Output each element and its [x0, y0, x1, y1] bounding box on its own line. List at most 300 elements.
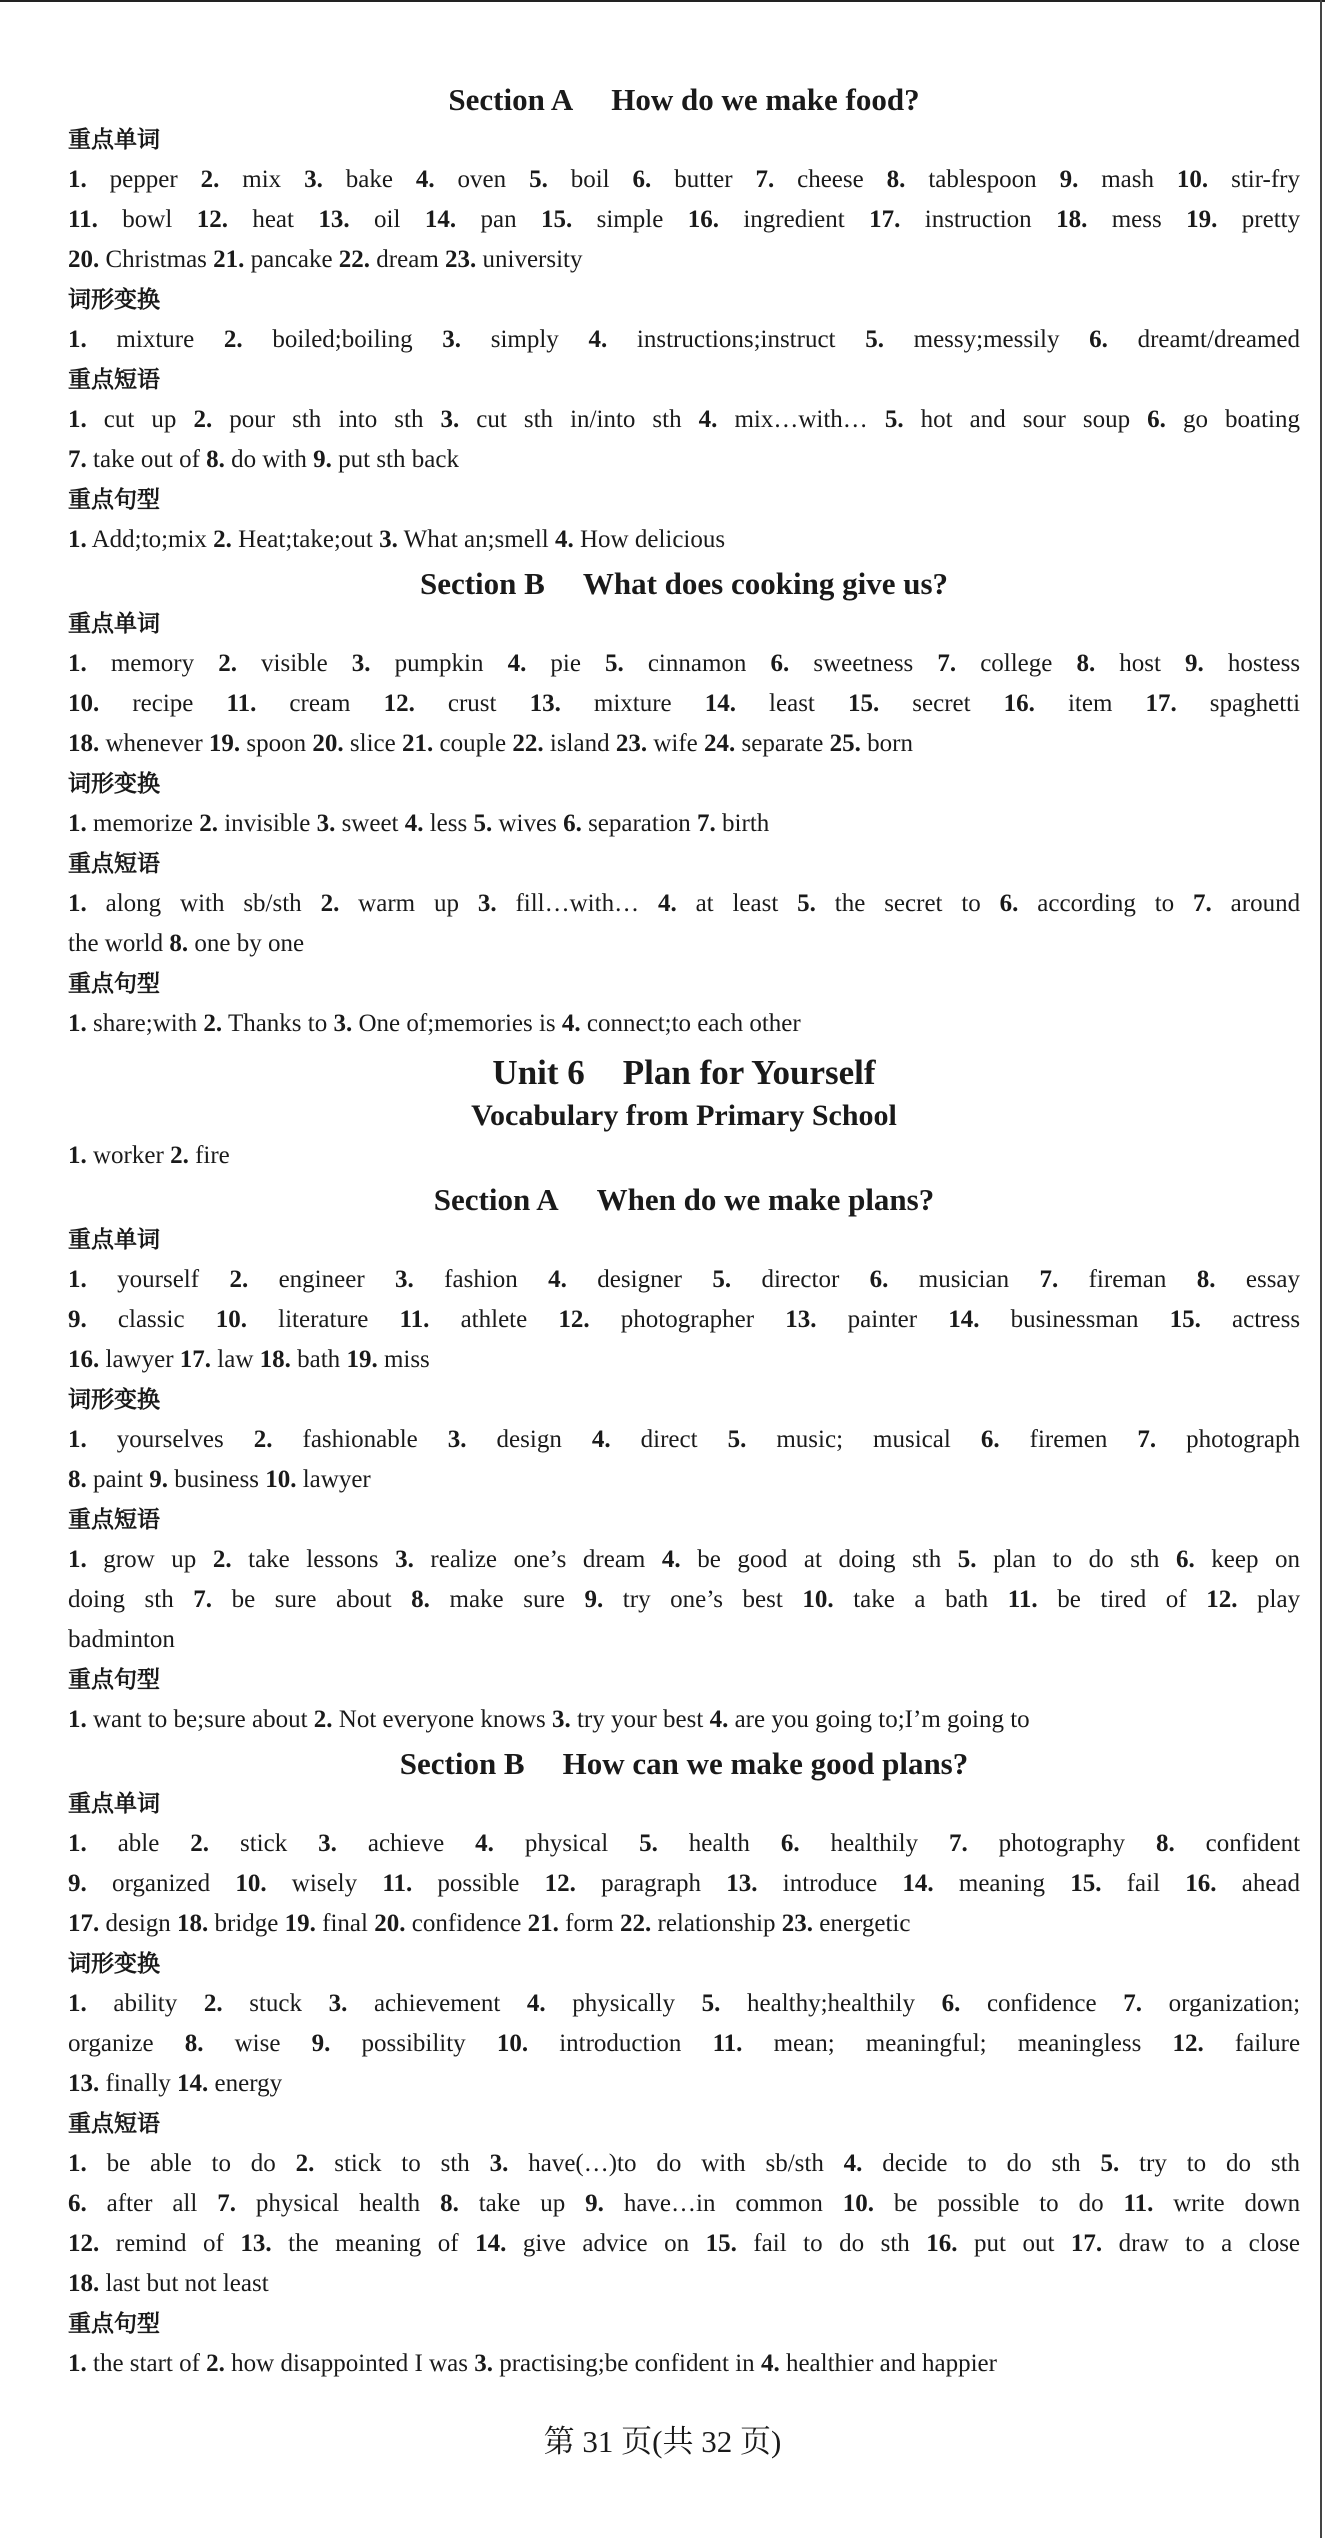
item-number: 8.	[68, 1466, 87, 1493]
item-answer: athlete	[429, 1306, 528, 1333]
item-answer: Heat;take;out	[231, 526, 373, 553]
item-number: 15.	[705, 2230, 737, 2257]
item-answer: draw to a close	[1102, 2230, 1301, 2257]
item-answer: music; musical	[746, 1426, 951, 1453]
item-number: 1.	[68, 890, 87, 917]
item-number: 1.	[68, 810, 87, 837]
item-answer: separation	[581, 810, 691, 837]
item-answer: be good at doing sth	[680, 1546, 942, 1573]
item-number: 3.	[551, 1706, 571, 1733]
group-label: 重点单词	[68, 1227, 160, 1253]
item-answer: make sure	[429, 1586, 565, 1613]
item-answer: heat	[227, 206, 294, 233]
item-number: 21.	[213, 246, 245, 273]
item-number: 1.	[68, 406, 87, 433]
item-answer: crust	[414, 690, 497, 717]
item-answer: pie	[526, 650, 581, 677]
item-answer: mixture	[560, 690, 672, 717]
item-number: 6.	[1175, 1546, 1195, 1573]
item-number: 23.	[781, 1910, 814, 1937]
item-number: 1.	[68, 1990, 87, 2017]
item-answer: keep on	[1194, 1546, 1301, 1573]
item-answer: direct	[610, 1426, 698, 1453]
item-number: 8.	[1076, 650, 1096, 677]
item-number: 2.	[229, 1266, 249, 1293]
item-answer: instructions;instruct	[607, 326, 836, 353]
item-answer: physical health	[235, 2190, 421, 2217]
item-answer: bake	[322, 166, 393, 193]
item-number: 7.	[1137, 1426, 1157, 1453]
item-answer: badminton	[68, 1626, 175, 1653]
item-answer: cut sth in/into sth	[459, 406, 682, 433]
item-answer: healthy;healthily	[720, 1990, 915, 2017]
item-number: 6.	[941, 1990, 961, 2017]
item-number: 2.	[203, 1010, 223, 1037]
item-number: 4.	[561, 1010, 581, 1037]
item-number: 3.	[304, 166, 323, 193]
item-number: 18.	[68, 730, 100, 757]
item-number: 1.	[68, 650, 87, 677]
item-answer: How delicious	[573, 526, 726, 553]
item-number: 4.	[591, 1426, 611, 1453]
item-number: 6.	[780, 1830, 800, 1857]
section-title-part: How do we make food?	[611, 82, 920, 117]
item-number: 6.	[1089, 326, 1108, 353]
item-answer: visible	[236, 650, 328, 677]
item-answer: designer	[566, 1266, 683, 1293]
item-answer: failure	[1203, 2030, 1301, 2057]
answer-line	[68, 2224, 1300, 2264]
item-answer: ability	[86, 1990, 178, 2017]
item-answer: fashion	[413, 1266, 518, 1293]
item-answer: take a bath	[833, 1586, 989, 1613]
section-title-part: What does cooking give us?	[582, 566, 949, 601]
item-answer: try one’s best	[603, 1586, 783, 1613]
item-answer: go boating	[1165, 406, 1301, 433]
item-answer: the world	[68, 930, 164, 957]
item-number: 25.	[829, 730, 861, 757]
item-number: 17.	[1145, 690, 1177, 717]
item-number: 11.	[382, 1870, 413, 1897]
item-number: 11.	[712, 2030, 743, 2057]
item-number: 20.	[68, 246, 100, 273]
right-border	[1320, 0, 1322, 2538]
item-number: 7.	[755, 166, 775, 193]
item-answer: invisible	[217, 810, 311, 837]
item-number: 3.	[379, 526, 398, 553]
answer-line	[68, 1460, 1300, 1500]
item-number: 10.	[265, 1466, 297, 1493]
item-number: 3.	[477, 890, 497, 917]
item-number: 7.	[948, 1830, 968, 1857]
item-answer: island	[543, 730, 610, 757]
item-answer: oil	[349, 206, 401, 233]
item-answer: spoon	[240, 730, 307, 757]
item-answer: practising;be confident in	[492, 2350, 755, 2377]
item-answer: stick to sth	[314, 2150, 470, 2177]
item-answer: organization;	[1141, 1990, 1301, 2017]
section-title	[68, 564, 1300, 604]
item-answer: photography	[967, 1830, 1126, 1857]
item-number: 11.	[1123, 2190, 1154, 2217]
item-answer: slice	[343, 730, 396, 757]
item-number: 10.	[68, 690, 100, 717]
unit-title-part: Plan for Yourself	[622, 1053, 876, 1092]
item-answer: around	[1211, 890, 1301, 917]
item-answer: energetic	[813, 1910, 911, 1937]
item-number: 7.	[68, 446, 87, 473]
item-answer: put out	[957, 2230, 1055, 2257]
item-number: 3.	[333, 1010, 353, 1037]
item-number: 7.	[937, 650, 957, 677]
item-number: 9.	[68, 1306, 87, 1333]
item-answer: literature	[246, 1306, 369, 1333]
item-number: 10.	[1176, 166, 1209, 193]
item-number: 2.	[320, 890, 340, 917]
item-answer: play	[1237, 1586, 1301, 1613]
answer-line	[68, 240, 1300, 280]
item-number: 6.	[632, 166, 652, 193]
item-number: 4.	[661, 1546, 681, 1573]
item-number: 9.	[1185, 650, 1204, 677]
item-answer: sweet	[335, 810, 399, 837]
answer-line	[68, 320, 1300, 360]
item-answer: according to	[1018, 890, 1175, 917]
item-answer: take out of	[86, 446, 200, 473]
item-number: 4.	[415, 166, 435, 193]
item-number: 2.	[223, 326, 243, 353]
item-answer: university	[476, 246, 583, 273]
answer-line	[68, 644, 1300, 684]
group-label: 重点句型	[68, 971, 160, 997]
answer-line	[68, 2344, 1300, 2384]
item-answer: dreamt/dreamed	[1107, 326, 1301, 353]
item-answer: possible	[412, 1870, 520, 1897]
answer-line	[68, 1864, 1300, 1904]
item-answer: realize one’s dream	[413, 1546, 646, 1573]
item-number: 12.	[1206, 1586, 1238, 1613]
item-number: 19.	[208, 730, 241, 757]
answer-line	[68, 1984, 1300, 2024]
item-number: 7.	[217, 2190, 236, 2217]
item-number: 6.	[68, 2190, 87, 2217]
item-answer: sweetness	[789, 650, 914, 677]
item-answer: Add;to;mix	[86, 526, 207, 553]
item-number: 2.	[218, 650, 237, 677]
item-answer: firemen	[999, 1426, 1108, 1453]
item-answer: be possible to do	[874, 2190, 1104, 2217]
group-label: 重点单词	[68, 1791, 160, 1817]
item-number: 1.	[68, 1266, 87, 1293]
item-number: 16.	[687, 206, 719, 233]
item-number: 1.	[68, 1142, 87, 1169]
item-number: 22.	[338, 246, 371, 273]
item-number: 2.	[170, 1142, 189, 1169]
item-number: 4.	[554, 526, 574, 553]
item-number: 9.	[149, 1466, 168, 1493]
item-answer: musician	[888, 1266, 1010, 1293]
item-number: 16.	[1003, 690, 1035, 717]
item-answer: at least	[676, 890, 779, 917]
item-number: 5.	[605, 650, 624, 677]
item-answer: organize	[68, 2030, 154, 2057]
section-title-part: Section A	[433, 1182, 559, 1217]
item-answer: What an;smell	[397, 526, 549, 553]
item-answer: stuck	[222, 1990, 302, 2017]
item-number: 4.	[843, 2150, 863, 2177]
group-label: 重点单词	[68, 611, 160, 637]
item-number: 12.	[1172, 2030, 1204, 2057]
item-answer: mixture	[86, 326, 195, 353]
item-number: 6.	[1147, 406, 1166, 433]
item-answer: write down	[1153, 2190, 1301, 2217]
item-answer: director	[731, 1266, 840, 1293]
item-number: 8.	[206, 446, 225, 473]
item-answer: pumpkin	[370, 650, 484, 677]
answer-line	[68, 1340, 1300, 1380]
item-answer: pretty	[1217, 206, 1301, 233]
item-answer: wives	[492, 810, 557, 837]
item-answer: business	[168, 1466, 259, 1493]
item-answer: last but not least	[99, 2270, 269, 2297]
item-number: 18.	[177, 1910, 209, 1937]
item-answer: businessman	[979, 1306, 1139, 1333]
item-number: 1.	[68, 526, 87, 553]
item-answer: engineer	[248, 1266, 365, 1293]
group-label: 重点短语	[68, 2111, 160, 2137]
item-number: 19.	[284, 1910, 316, 1937]
item-number: 4.	[698, 406, 718, 433]
item-answer: memorize	[86, 810, 193, 837]
item-number: 16.	[1185, 1870, 1217, 1897]
item-answer: stir-fry	[1208, 166, 1301, 193]
answer-line	[68, 160, 1300, 200]
item-answer: item	[1034, 690, 1113, 717]
unit-subtitle: Vocabulary from Primary School	[471, 1099, 897, 1132]
item-answer: warm up	[339, 890, 459, 917]
item-number: 1.	[68, 1830, 87, 1857]
answer-line	[68, 684, 1300, 724]
item-answer: wife	[647, 730, 698, 757]
item-answer: design	[99, 1910, 171, 1937]
item-number: 2.	[313, 1706, 333, 1733]
item-answer: ahead	[1216, 1870, 1301, 1897]
group-label: 重点句型	[68, 1667, 160, 1693]
item-number: 22.	[512, 730, 544, 757]
item-number: 16.	[68, 1346, 100, 1373]
group-label: 词形变换	[68, 771, 160, 797]
item-number: 3.	[447, 1426, 467, 1453]
item-answer: put sth back	[331, 446, 459, 473]
item-number: 18.	[1056, 206, 1088, 233]
group-label: 重点短语	[68, 1507, 160, 1533]
item-number: 23.	[445, 246, 477, 273]
item-number: 4.	[657, 890, 677, 917]
item-answer: couple	[433, 730, 507, 757]
item-number: 2.	[212, 1546, 232, 1573]
item-number: 13.	[68, 2070, 100, 2097]
item-answer: secret	[879, 690, 971, 717]
answer-line	[68, 2184, 1300, 2224]
item-number: 14.	[424, 206, 457, 233]
item-answer: after all	[86, 2190, 198, 2217]
item-answer: recipe	[99, 690, 194, 717]
item-number: 15.	[540, 206, 573, 233]
item-answer: pancake	[244, 246, 333, 273]
answer-line	[68, 440, 1300, 480]
item-answer: physically	[545, 1990, 676, 2017]
item-answer: fire	[188, 1142, 230, 1169]
item-answer: plan to do sth	[976, 1546, 1160, 1573]
item-answer: connect;to each other	[580, 1010, 801, 1037]
item-number: 8.	[1155, 1830, 1175, 1857]
item-number: 18.	[259, 1346, 291, 1373]
item-number: 6.	[770, 650, 790, 677]
item-number: 3.	[351, 650, 371, 677]
item-answer: memory	[86, 650, 195, 677]
item-answer: photograph	[1156, 1426, 1301, 1453]
item-number: 5.	[701, 1990, 721, 2017]
answer-line	[68, 1540, 1300, 1580]
item-number: 10.	[496, 2030, 529, 2057]
item-number: 17.	[869, 206, 901, 233]
item-answer: do with	[224, 446, 307, 473]
item-answer: relationship	[651, 1910, 776, 1937]
page-footer: 第 31 页(共 32 页)	[543, 2424, 782, 2459]
item-number: 14.	[475, 2230, 507, 2257]
item-answer: fill…with…	[496, 890, 640, 917]
item-answer: essay	[1215, 1266, 1301, 1293]
item-answer: confidence	[405, 1910, 522, 1937]
item-answer: doing sth	[68, 1586, 174, 1613]
item-answer: boiled;boiling	[242, 326, 413, 353]
answer-line	[68, 1420, 1300, 1460]
item-answer: oven	[434, 166, 507, 193]
item-number: 8.	[411, 1586, 430, 1613]
item-answer: instruction	[900, 206, 1032, 233]
item-number: 4.	[475, 1830, 494, 1857]
item-answer: confidence	[960, 1990, 1097, 2017]
item-answer: painter	[816, 1306, 918, 1333]
group-label: 词形变换	[68, 1951, 160, 1977]
item-answer: pour sth into sth	[212, 406, 424, 433]
item-number: 14.	[177, 2070, 209, 2097]
answer-line	[68, 924, 1300, 964]
item-number: 4.	[507, 650, 527, 677]
item-number: 6.	[869, 1266, 889, 1293]
item-answer: spaghetti	[1176, 690, 1301, 717]
item-answer: give advice on	[506, 2230, 690, 2257]
answer-line	[68, 2064, 1300, 2104]
answer-line	[68, 200, 1300, 240]
item-answer: share;with	[86, 1010, 198, 1037]
item-number: 8.	[1196, 1266, 1216, 1293]
group-label: 重点句型	[68, 2311, 160, 2337]
item-number: 2.	[213, 526, 232, 553]
item-answer: college	[956, 650, 1053, 677]
item-answer: cream	[256, 690, 351, 717]
item-number: 4.	[760, 2350, 780, 2377]
answer-line	[68, 1004, 1300, 1044]
item-answer: take lessons	[231, 1546, 379, 1573]
item-answer: final	[315, 1910, 368, 1937]
item-number: 5.	[865, 326, 884, 353]
item-answer: healthily	[799, 1830, 919, 1857]
item-number: 9.	[68, 1870, 87, 1897]
item-number: 2.	[199, 810, 218, 837]
item-answer: yourself	[86, 1266, 200, 1293]
item-answer: cinnamon	[623, 650, 747, 677]
section-title-part: When do we make plans?	[596, 1182, 935, 1217]
item-number: 5.	[957, 1546, 977, 1573]
section-title-part: How can we make good plans?	[562, 1746, 969, 1781]
item-number: 7.	[1039, 1266, 1059, 1293]
answer-line	[68, 804, 1300, 844]
item-number: 3.	[395, 1266, 414, 1293]
item-answer: wisely	[266, 1870, 358, 1897]
item-number: 9.	[1059, 166, 1079, 193]
item-number: 1.	[68, 1546, 87, 1573]
item-answer: physical	[493, 1830, 609, 1857]
item-number: 4.	[548, 1266, 567, 1293]
group-label: 重点单词	[68, 127, 160, 153]
item-answer: introduce	[757, 1870, 878, 1897]
item-number: 6.	[563, 810, 582, 837]
item-number: 8.	[184, 2030, 204, 2057]
item-answer: fail	[1101, 1870, 1161, 1897]
item-number: 2.	[206, 2350, 225, 2377]
item-number: 4.	[588, 326, 608, 353]
item-answer: messy;messily	[883, 326, 1060, 353]
item-number: 4.	[709, 1706, 729, 1733]
item-answer: cheese	[774, 166, 864, 193]
item-number: 7.	[1123, 1990, 1142, 2017]
section-title	[68, 1744, 1300, 1784]
item-answer: pepper	[86, 166, 178, 193]
item-number: 5.	[727, 1426, 747, 1453]
item-answer: birth	[715, 810, 770, 837]
item-answer: pan	[456, 206, 517, 233]
item-answer: stick	[209, 1830, 288, 1857]
answer-line	[68, 2264, 1300, 2304]
item-answer: mash	[1078, 166, 1154, 193]
item-number: 13.	[726, 1870, 758, 1897]
answer-line	[68, 1260, 1300, 1300]
item-number: 5.	[884, 406, 904, 433]
item-number: 14.	[704, 690, 736, 717]
item-number: 9.	[585, 2190, 604, 2217]
item-answer: mean; meaningful; meaningless	[742, 2030, 1142, 2057]
item-answer: hot and sour soup	[903, 406, 1131, 433]
item-answer: grow up	[86, 1546, 197, 1573]
item-number: 3.	[440, 406, 460, 433]
item-number: 11.	[226, 690, 257, 717]
item-answer: separate	[735, 730, 824, 757]
item-answer: born	[860, 730, 913, 757]
item-answer: mix…with…	[717, 406, 868, 433]
item-answer: ingredient	[718, 206, 845, 233]
item-number: 22.	[620, 1910, 652, 1937]
item-number: 17.	[179, 1346, 212, 1373]
item-number: 12.	[383, 690, 415, 717]
item-number: 5.	[473, 810, 493, 837]
unit-title	[68, 1050, 1300, 1096]
item-number: 11.	[399, 1306, 430, 1333]
item-answer: bridge	[208, 1910, 279, 1937]
item-number: 5.	[712, 1266, 732, 1293]
item-answer: fail to do sth	[736, 2230, 910, 2257]
item-number: 12.	[544, 1870, 576, 1897]
